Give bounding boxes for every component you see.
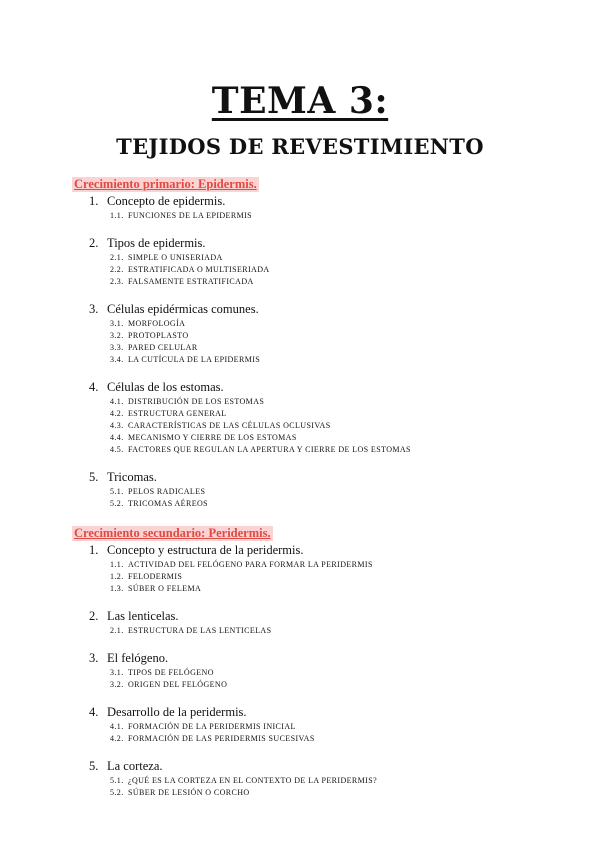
subtopic-title: ACTIVIDAD DEL FELÓGENO PARA FORMAR LA PERIDERMIS: [128, 560, 373, 569]
subtopic-number: 4.2.: [110, 409, 124, 418]
subtopic-number: 3.1.: [110, 668, 124, 677]
topic-number: 3.: [89, 302, 99, 316]
subtopic-title: MORFOLOGÍA: [128, 319, 186, 328]
topic-heading: [89, 542, 572, 559]
subtopic-number: 2.1.: [110, 253, 124, 262]
section: [72, 175, 572, 510]
topic-title: Células epidérmicas comunes.: [107, 302, 259, 316]
subtopic-number: 1.2.: [110, 572, 124, 581]
topic-heading: [89, 193, 572, 210]
topic-title: Desarrollo de la peridermis.: [107, 705, 247, 719]
topic-item: [72, 704, 572, 745]
topic-item: [72, 235, 572, 288]
subtopic-item: [110, 721, 572, 733]
subtopic-title: ESTRATIFICADA O MULTISERIADA: [128, 265, 270, 274]
topic-item: [72, 650, 572, 691]
topic-number: 4.: [89, 380, 99, 394]
subtopic-title: CARACTERÍSTICAS DE LAS CÉLULAS OCLUSIVAS: [128, 421, 331, 430]
subtopic-item: [110, 276, 572, 288]
topic-title: Las lenticelas.: [107, 609, 179, 623]
topic-number: 4.: [89, 705, 99, 719]
subtopic-item: [110, 679, 572, 691]
topic-title: Células de los estomas.: [107, 380, 224, 394]
subtopic-number: 4.3.: [110, 421, 124, 430]
subtopic-item: [110, 486, 572, 498]
topic-title: Concepto y estructura de la peridermis.: [107, 543, 304, 557]
subtopic-title: SÚBER O FELEMA: [128, 584, 202, 593]
topic-number: 1.: [89, 543, 99, 557]
subtopic-list: [72, 559, 572, 595]
subtopic-number: 3.4.: [110, 355, 124, 364]
subtopic-number: 3.2.: [110, 680, 124, 689]
subtopic-title: FUNCIONES DE LA EPIDERMIS: [128, 211, 253, 220]
subtopic-number: 5.2.: [110, 788, 124, 797]
subtopic-item: [110, 408, 572, 420]
subtopic-item: [110, 342, 572, 354]
topic-heading: [89, 758, 572, 775]
topic-number: 2.: [89, 236, 99, 250]
section-heading: Crecimiento secundario: Peridermis.: [74, 526, 271, 540]
subtopic-item: [110, 625, 572, 637]
subtopic-item: [110, 559, 572, 571]
subtopic-title: FORMACIÓN DE LA PERIDERMIS INICIAL: [128, 722, 296, 731]
subtopic-number: 4.2.: [110, 734, 124, 743]
subtopic-title: FACTORES QUE REGULAN LA APERTURA Y CIERRE DE LOS ESTOMAS: [128, 445, 411, 454]
subtopic-title: LA CUTÍCULA DE LA EPIDERMIS: [128, 355, 261, 364]
subtopic-title: DISTRIBUCIÓN DE LOS ESTOMAS: [128, 397, 265, 406]
subtopic-number: 2.3.: [110, 277, 124, 286]
section: [72, 524, 572, 799]
subtopic-title: ESTRUCTURA DE LAS LENTICELAS: [128, 626, 272, 635]
subtopic-item: [110, 264, 572, 276]
subtopic-item: [110, 667, 572, 679]
topic-item: [72, 758, 572, 799]
topic-item: [72, 469, 572, 510]
topic-heading: [89, 608, 572, 625]
outline: [72, 175, 572, 799]
topic-heading: [89, 379, 572, 396]
subtopic-title: FALSAMENTE ESTRATIFICADA: [128, 277, 254, 286]
subtopic-title: ORIGEN DEL FELÓGENO: [128, 680, 228, 689]
subtopic-item: [110, 571, 572, 583]
topic-title: Tipos de epidermis.: [107, 236, 206, 250]
subtopic-item: [110, 396, 572, 408]
subtopic-list: [72, 775, 572, 799]
subtopic-list: [72, 252, 572, 288]
topic-heading: [89, 650, 572, 667]
subtopic-title: PROTOPLASTO: [128, 331, 189, 340]
subtopic-list: [72, 721, 572, 745]
topic-heading: [89, 235, 572, 252]
subtopic-number: 5.2.: [110, 499, 124, 508]
topic-item: [72, 542, 572, 595]
subtopic-list: [72, 396, 572, 456]
subtopic-number: 4.4.: [110, 433, 124, 442]
subtopic-list: [72, 318, 572, 366]
topic-item: [72, 379, 572, 456]
topic-number: 5.: [89, 470, 99, 484]
subtopic-number: 2.1.: [110, 626, 124, 635]
subtopic-title: SÚBER DE LESIÓN O CORCHO: [128, 788, 250, 797]
subtopic-item: [110, 318, 572, 330]
subtopic-item: [110, 444, 572, 456]
subtopic-number: 5.1.: [110, 487, 124, 496]
subtopic-item: [110, 733, 572, 745]
subtopic-list: [72, 486, 572, 510]
topic-item: [72, 608, 572, 637]
subtopic-list: [72, 667, 572, 691]
subtopic-number: 4.1.: [110, 722, 124, 731]
topic-heading: [89, 704, 572, 721]
subtopic-item: [110, 583, 572, 595]
subtopic-title: ESTRUCTURA GENERAL: [128, 409, 227, 418]
subtopic-title: PELOS RADICALES: [128, 487, 206, 496]
topic-title: Concepto de epidermis.: [107, 194, 226, 208]
subtopic-item: [110, 432, 572, 444]
subtopic-number: 5.1.: [110, 776, 124, 785]
subtopic-list: [72, 625, 572, 637]
subtopic-title: FELODERMIS: [128, 572, 183, 581]
subtopic-number: 2.2.: [110, 265, 124, 274]
topic-title: La corteza.: [107, 759, 163, 773]
subtopic-title: ¿QUÉ ES LA CORTEZA EN EL CONTEXTO DE LA PERIDERMIS?: [128, 776, 378, 785]
subtopic-number: 3.2.: [110, 331, 124, 340]
subtopic-item: [110, 252, 572, 264]
topic-number: 5.: [89, 759, 99, 773]
topic-heading: [89, 301, 572, 318]
topic-number: 3.: [89, 651, 99, 665]
subtopic-item: [110, 498, 572, 510]
subtopic-number: 4.5.: [110, 445, 124, 454]
subtopic-number: 1.1.: [110, 211, 124, 220]
subtopic-number: 3.3.: [110, 343, 124, 352]
subtopic-item: [110, 354, 572, 366]
subtopic-title: TRICOMAS AÉREOS: [128, 499, 209, 508]
subtopic-item: [110, 210, 572, 222]
topic-list: [72, 193, 572, 510]
subtopic-number: 1.3.: [110, 584, 124, 593]
subtopic-title: SIMPLE O UNISERIADA: [128, 253, 223, 262]
topic-number: 1.: [89, 194, 99, 208]
subtopic-title: PARED CELULAR: [128, 343, 198, 352]
page-title: TEMA 3:: [211, 80, 389, 122]
subtopic-number: 3.1.: [110, 319, 124, 328]
topic-item: [72, 301, 572, 366]
page-subtitle: TEJIDOS DE REVESTIMIENTO: [116, 134, 484, 159]
subtopic-number: 1.1.: [110, 560, 124, 569]
subtopic-number: 4.1.: [110, 397, 124, 406]
subtopic-title: TIPOS DE FELÓGENO: [128, 668, 214, 677]
subtopic-item: [110, 420, 572, 432]
section-heading: Crecimiento primario: Epidermis.: [74, 177, 257, 191]
topic-item: [72, 193, 572, 222]
subtopic-item: [110, 787, 572, 799]
topic-number: 2.: [89, 609, 99, 623]
topic-list: [72, 542, 572, 799]
subtopic-list: [72, 210, 572, 222]
subtopic-item: [110, 775, 572, 787]
topic-heading: [89, 469, 572, 486]
subtopic-title: FORMACIÓN DE LAS PERIDERMIS SUCESIVAS: [128, 734, 315, 743]
subtopic-title: MECANISMO Y CIERRE DE LOS ESTOMAS: [128, 433, 297, 442]
topic-title: Tricomas.: [107, 470, 157, 484]
topic-title: El felógeno.: [107, 651, 169, 665]
subtopic-item: [110, 330, 572, 342]
